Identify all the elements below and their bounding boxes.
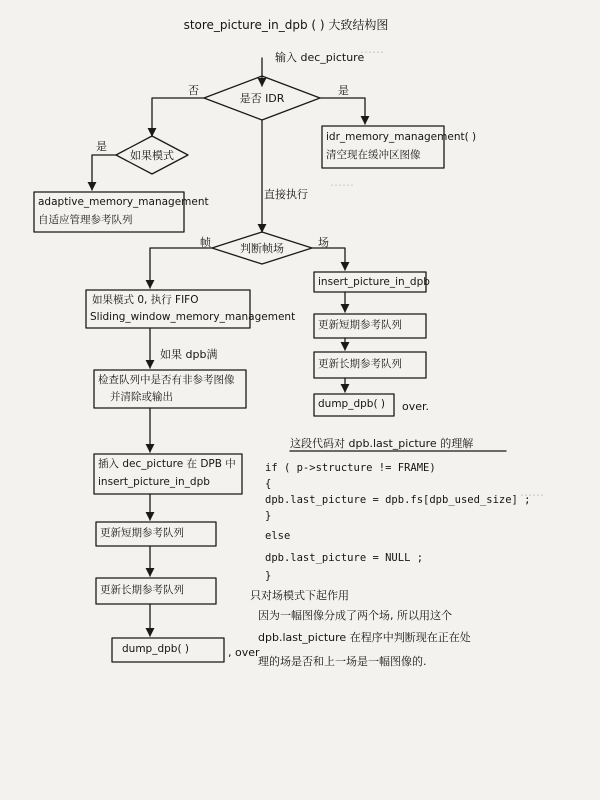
- start-label: 输入 dec_picture: [275, 51, 365, 64]
- note-code-line-1: if ( p->structure != FRAME): [265, 462, 436, 474]
- note-code-line-3: dpb.last_picture = dpb.fs[dpb_used_size] ;: [265, 494, 531, 506]
- note-explanation-line-1: 只对场模式下起作用: [250, 589, 349, 602]
- note-code-line-2: {: [265, 478, 272, 490]
- note-explanation-line-4: 理的场是否和上一场是一幅图像的.: [258, 655, 427, 668]
- idr-box-line2: 清空现在缓冲区图像: [326, 149, 421, 161]
- edge-direct-label: 直接执行: [264, 188, 308, 201]
- arrow-field-field: [312, 248, 345, 270]
- frame-step-3-line1: 插入 dec_picture 在 DPB 中: [98, 458, 236, 470]
- field-step-2-label: 更新短期参考队列: [318, 319, 402, 331]
- note-code-line-6: dpb.last_picture = NULL ;: [265, 552, 424, 564]
- decision-idr-yes-label: 是: [338, 84, 349, 97]
- note-explanation-line-2: 因为一幅图像分成了两个场, 所以用这个: [258, 609, 452, 622]
- frame-over-label: , over: [228, 646, 260, 659]
- note-code-line-5: else: [265, 530, 291, 542]
- decision-idr-label: 是否 IDR: [239, 92, 285, 105]
- arrow-field-frame: [150, 248, 212, 288]
- adaptive-box-line1: adaptive_memory_management: [38, 196, 209, 208]
- idr-box-line1: idr_memory_management( ): [326, 131, 477, 143]
- decision-adaptive-yes-label: 是: [96, 140, 107, 153]
- frame-step-6-label: dump_dpb( ): [122, 643, 189, 655]
- arrow-idr-yes: [320, 98, 365, 124]
- frame-step-1-line2: Sliding_window_memory_management: [90, 311, 296, 323]
- frame-step-2-line1: 检查队列中是否有非参考图像: [98, 374, 235, 386]
- frame-step-4-label: 更新短期参考队列: [100, 527, 184, 539]
- field-over-label: over.: [402, 400, 430, 413]
- decision-idr-no-label: 否: [188, 84, 199, 97]
- arrow-idr-no: [152, 98, 204, 136]
- decision-field-frame-label: 帧: [200, 236, 211, 249]
- frame-step-2-line2: 并清除或输出: [110, 391, 173, 403]
- note-explanation-line-3: dpb.last_picture 在程序中判断现在正在处: [258, 631, 471, 644]
- field-step-4-label: dump_dpb( ): [318, 398, 385, 410]
- arrow-adaptive-yes: [92, 155, 116, 190]
- adaptive-box-line2: 自适应管理参考队列: [38, 214, 133, 226]
- decision-field-field-label: 场: [318, 236, 329, 249]
- note-code-line-4: }: [265, 510, 272, 522]
- frame-step-3-line2: insert_picture_in_dpb: [98, 476, 210, 488]
- note-code-line-7: }: [265, 570, 272, 582]
- frame-step-5-label: 更新长期参考队列: [100, 584, 184, 596]
- page-title: store_picture_in_dpb ( ) 大致结构图: [183, 18, 389, 32]
- field-step-1-label: insert_picture_in_dpb: [318, 276, 430, 288]
- bleed-through-text: …… …… ……: [330, 42, 544, 499]
- decision-adaptive-label: 如果模式: [130, 149, 174, 162]
- note-heading: 这段代码对 dpb.last_picture 的理解: [290, 437, 474, 450]
- decision-field-label: 判断帧场: [240, 242, 284, 255]
- frame-edge-label: 如果 dpb满: [160, 348, 218, 361]
- frame-step-1-line1: 如果模式 0, 执行 FIFO: [92, 294, 199, 306]
- field-step-3-label: 更新长期参考队列: [318, 358, 402, 370]
